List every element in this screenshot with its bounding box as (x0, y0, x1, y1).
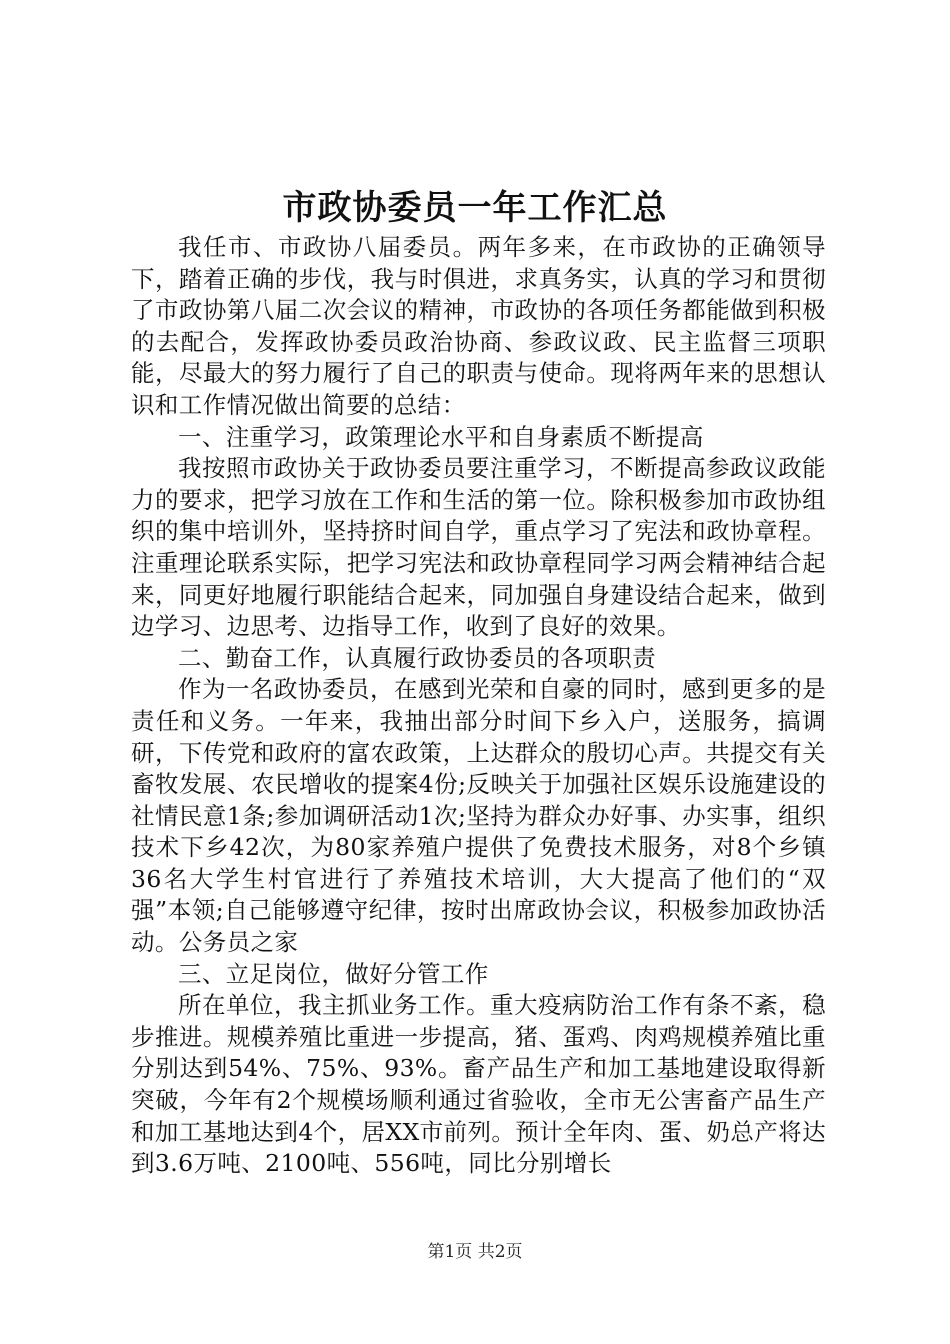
section-2-paragraph: 作为一名政协委员，在感到光荣和自豪的同时，感到更多的是责任和义务。一年来，我抽出部分时间下乡入户，送服务，搞调研，下传党和政府的富农政策，上达群众的殷切心声。共提交有关畜牧发展、农民增收的提案4份;反映关于加强社区娱乐设施建设的社情民意1条;参加调研活动1次;坚持为群众办好事、办实事，组织技术下乡42次，为80家养殖户提供了免费技术服务，对8个乡镇36名大学生村官进行了养殖技术培训，大大提高了他们的“双强”本领;自己能够遵守纪律，按时出席政协会议，积极参加政协活动。公务员之家 (131, 675, 826, 957)
page-footer: 第1页 共2页 (427, 1242, 523, 1262)
section-heading-1: 一、注重学习，政策理论水平和自身素质不断提高 (178, 422, 704, 451)
section-1-paragraph: 我按照市政协关于政协委员要注重学习，不断提高参政议政能力的要求，把学习放在工作和生活的第一位。除积极参加市政协组织的集中培训外，坚持挤时间自学，重点学习了宪法和政协章程。注重理论联系实际，把学习宪法和政协章程同学习两会精神结合起来，同更好地履行职能结合起来，同加强自身建设结合起来，做到边学习、边思考、边指导工作，收到了良好的效果。 (131, 454, 826, 641)
document-body (131, 232, 826, 1180)
section-heading-2: 二、勤奋工作，认真履行政协委员的各项职责 (178, 643, 656, 672)
intro-paragraph: 我任市、市政协八届委员。两年多来，在市政协的正确领导下，踏着正确的步伐，我与时俱进，求真务实，认真的学习和贯彻了市政协第八届二次会议的精神，市政协的各项任务都能做到积极的去配合，发挥政协委员政治协商、参政议政、民主监督三项职能，尽最大的努力履行了自己的职责与使命。现将两年来的思想认识和工作情况做出简要的总结： (131, 233, 826, 419)
section-3-paragraph: 所在单位，我主抓业务工作。重大疫病防治工作有条不紊，稳步推进。规模养殖比重进一步提高，猪、蛋鸡、肉鸡规模养殖比重分别达到54%、75%、93%。畜产品生产和加工基地建设取得新突破，今年有2个规模场顺利通过省验收，全市无公害畜产品生产和加工基地达到4个，居XX市前列。预计全年肉、蛋、奶总产将达到3.6万吨、2100吨、556吨，同比分别增长 (131, 991, 826, 1178)
section-heading-3: 三、立足岗位，做好分管工作 (178, 959, 489, 988)
document-title: 市政协委员一年工作汇总 (282, 188, 668, 228)
